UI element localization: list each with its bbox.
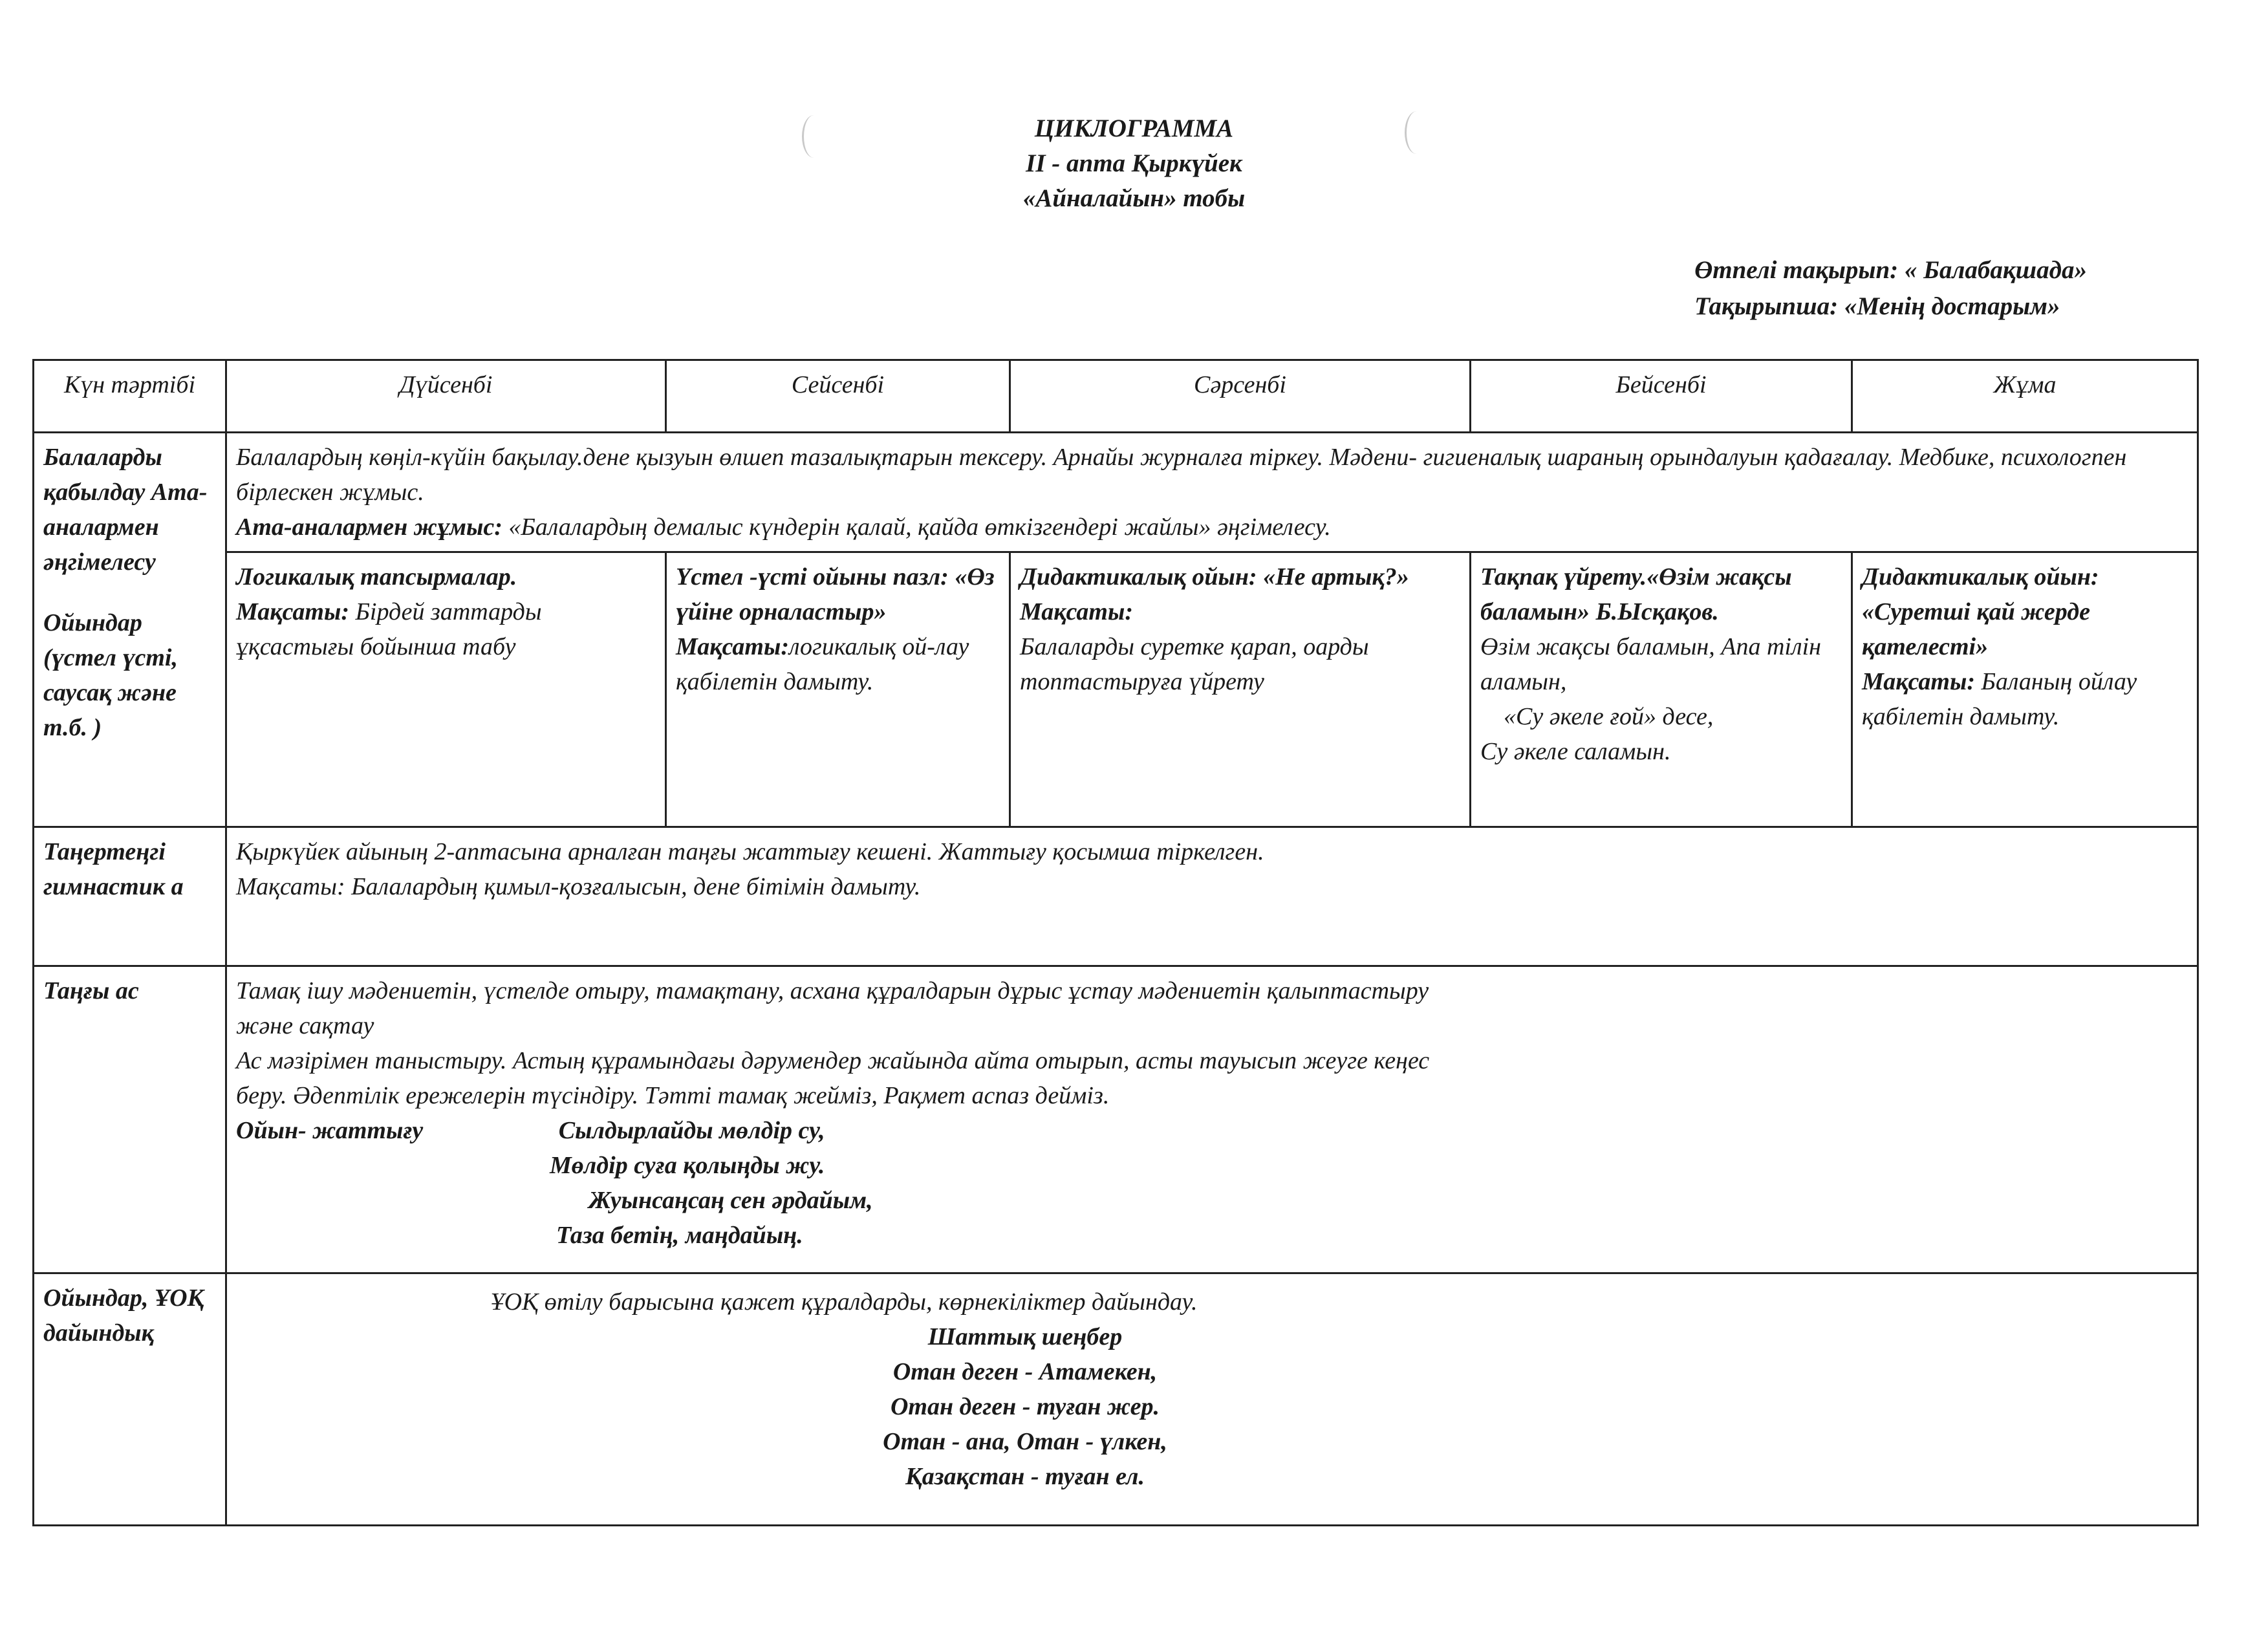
- games-friday-goal-label: Мақсаты:: [1862, 668, 1975, 695]
- games-monday-cell: [226, 552, 666, 827]
- group-label: «Айналайын» тобы: [1022, 184, 1246, 212]
- games-tuesday-goal-label: Мақсаты:: [676, 633, 789, 660]
- breakfast-text2: Ас мәзірімен таныстыру. Астың құрамындағы дәрумендер жайында айта отырып, асты тауысып жеуге кеңес беру. Әдептілік ережелерін түсіндіру. Тәтті тамақ жейміз, Рақмет аспаз дейміз.: [236, 1047, 1430, 1109]
- reception-label: Балаларды қабылдау Ата-аналармен әңгімелесу: [43, 444, 208, 576]
- games-friday-title: Дидактикалық ойын: «Суретші қай жерде қателесті»: [1862, 563, 2099, 660]
- games-label: Ойындар (үстел үсті, саусақ және т.б. ): [43, 609, 178, 741]
- reception-common-cell: [226, 433, 2198, 552]
- gymnastics-label: Таңертеңгі гимнастик а: [34, 827, 226, 966]
- breakfast-poem-line2: Мөлдір суға қолыңды жу.: [550, 1152, 825, 1179]
- breakfast-poem-line3: Жуынсаңсаң сен әрдайым,: [589, 1187, 873, 1214]
- main-theme: Өтпелі тақырып: « Балабақшада»: [1694, 256, 2087, 284]
- prep-poem-line3: Отан - ана, Отан - үлкен,: [883, 1428, 1167, 1455]
- games-wednesday-title: Дидактикалық ойын: «Не артық?» Мақсаты:: [1020, 563, 1409, 625]
- header-monday: Дүйсенбі: [226, 360, 666, 433]
- prep-label: Ойындар, ҰОҚ дайындық: [34, 1273, 226, 1526]
- prep-circle-title: Шаттық шеңбер: [927, 1323, 1123, 1350]
- prep-text: ҰОҚ өтілу барысына қажет құралдарды, көрнекіліктер дайындау.: [490, 1288, 1198, 1316]
- games-thursday-title: Тақпақ үйрету.«Өзім жақсы баламын» Б.Ысқақов.: [1480, 563, 1792, 625]
- prep-cell: [226, 1273, 2198, 1526]
- reception-games-row: [34, 552, 2198, 827]
- parents-work-text: «Балалардың демалыс күндерін қалай, қайда өткізгендері жайлы» әңгімелесу.: [502, 514, 1331, 541]
- prep-poem-line4: Қазақстан - туған ел.: [905, 1463, 1145, 1490]
- breakfast-poem-line1: Сылдырлайды мөлдір су,: [558, 1117, 825, 1144]
- games-monday-title: Логикалық тапсырмалар.: [236, 563, 517, 590]
- games-monday-goal-label: Мақсаты:: [236, 598, 349, 625]
- cyclogram-table: [32, 359, 2199, 1526]
- games-monday-goal: Бірдей заттарды ұқсастығы бойынша табу: [236, 598, 542, 660]
- gymnastics-row: [34, 827, 2198, 966]
- week-label: ІІ - апта Қыркүйек: [1026, 149, 1242, 177]
- gymnastics-cell: [226, 827, 2198, 966]
- header-friday: Жұма: [1852, 360, 2198, 433]
- games-tuesday-title: Үстел -үсті ойыны пазл: «Өз үйіне орналастыр»: [676, 563, 995, 625]
- reception-common-text: Балалардың көңіл-күйін бақылау.дене қызуын өлшеп тазалықтарын тексеру. Арнайы журналға тіркеу. Мәдени- гигиеналық шараның орындалуын қадағалау. Медбике, психологпен бірлескен жұмыс.: [236, 444, 2127, 506]
- games-wednesday-cell: [1010, 552, 1471, 827]
- games-wednesday-goal: Балаларды суретке қарап, оарды топтастыруға үйрету: [1020, 633, 1369, 695]
- theme-block: [1694, 252, 2087, 325]
- prep-poem-line2: Отан деген - туған жер.: [890, 1393, 1160, 1420]
- sub-theme: Тақырыпша: «Менің достарым»: [1694, 292, 2060, 320]
- document-header: [0, 111, 2268, 216]
- breakfast-row: [34, 966, 2198, 1273]
- header-thursday: Бейсенбі: [1471, 360, 1852, 433]
- games-friday-goal: Баланың ойлау қабілетін дамыту.: [1862, 668, 2137, 730]
- header-tuesday: Сейсенбі: [666, 360, 1010, 433]
- parents-work-label: Ата-аналармен жұмыс:: [236, 514, 502, 541]
- document-title: ЦИКЛОГРАММА: [1034, 114, 1234, 142]
- breakfast-exercise-label: Ойын- жаттығу: [236, 1117, 424, 1144]
- prep-poem-line1: Отан деген - Атамекен,: [892, 1358, 1158, 1385]
- reception-label-cell: [34, 433, 226, 827]
- reception-common-row: [34, 433, 2198, 552]
- header-wednesday: Сәрсенбі: [1010, 360, 1471, 433]
- games-friday-cell: [1852, 552, 2198, 827]
- games-tuesday-goal: логикалық ой-лау қабілетін дамыту.: [676, 633, 969, 695]
- breakfast-label: Таңғы ас: [34, 966, 226, 1273]
- games-tuesday-cell: [666, 552, 1010, 827]
- games-thursday-line2: «Су әкеле ғой» десе,: [1504, 703, 1714, 730]
- games-thursday-line1: Өзім жақсы баламын, Апа тілін аламын,: [1480, 633, 1821, 695]
- games-thursday-line3: Су әкеле саламын.: [1480, 738, 1671, 765]
- breakfast-poem-line4: Таза бетің, маңдайың.: [556, 1222, 803, 1249]
- breakfast-text1: Тамақ ішу мәдениетін, үстелде отыру, тамақтану, асхана құралдарын дұрыс ұстау мәдениетін қалыптастыру және сақтау: [236, 977, 1429, 1039]
- header-regime: Күн тәртібі: [34, 360, 226, 433]
- gymnastics-line1: Қыркүйек айының 2-аптасына арналған таңғы жаттығу кешені. Жаттығу қосымша тіркелген.: [236, 838, 1264, 865]
- games-thursday-cell: [1471, 552, 1852, 827]
- prep-row: [34, 1273, 2198, 1526]
- gymnastics-line2: Мақсаты: Балалардың қимыл-қозғалысын, дене бітімін дамыту.: [236, 873, 921, 900]
- breakfast-cell: [226, 966, 2198, 1273]
- header-row: [34, 360, 2198, 433]
